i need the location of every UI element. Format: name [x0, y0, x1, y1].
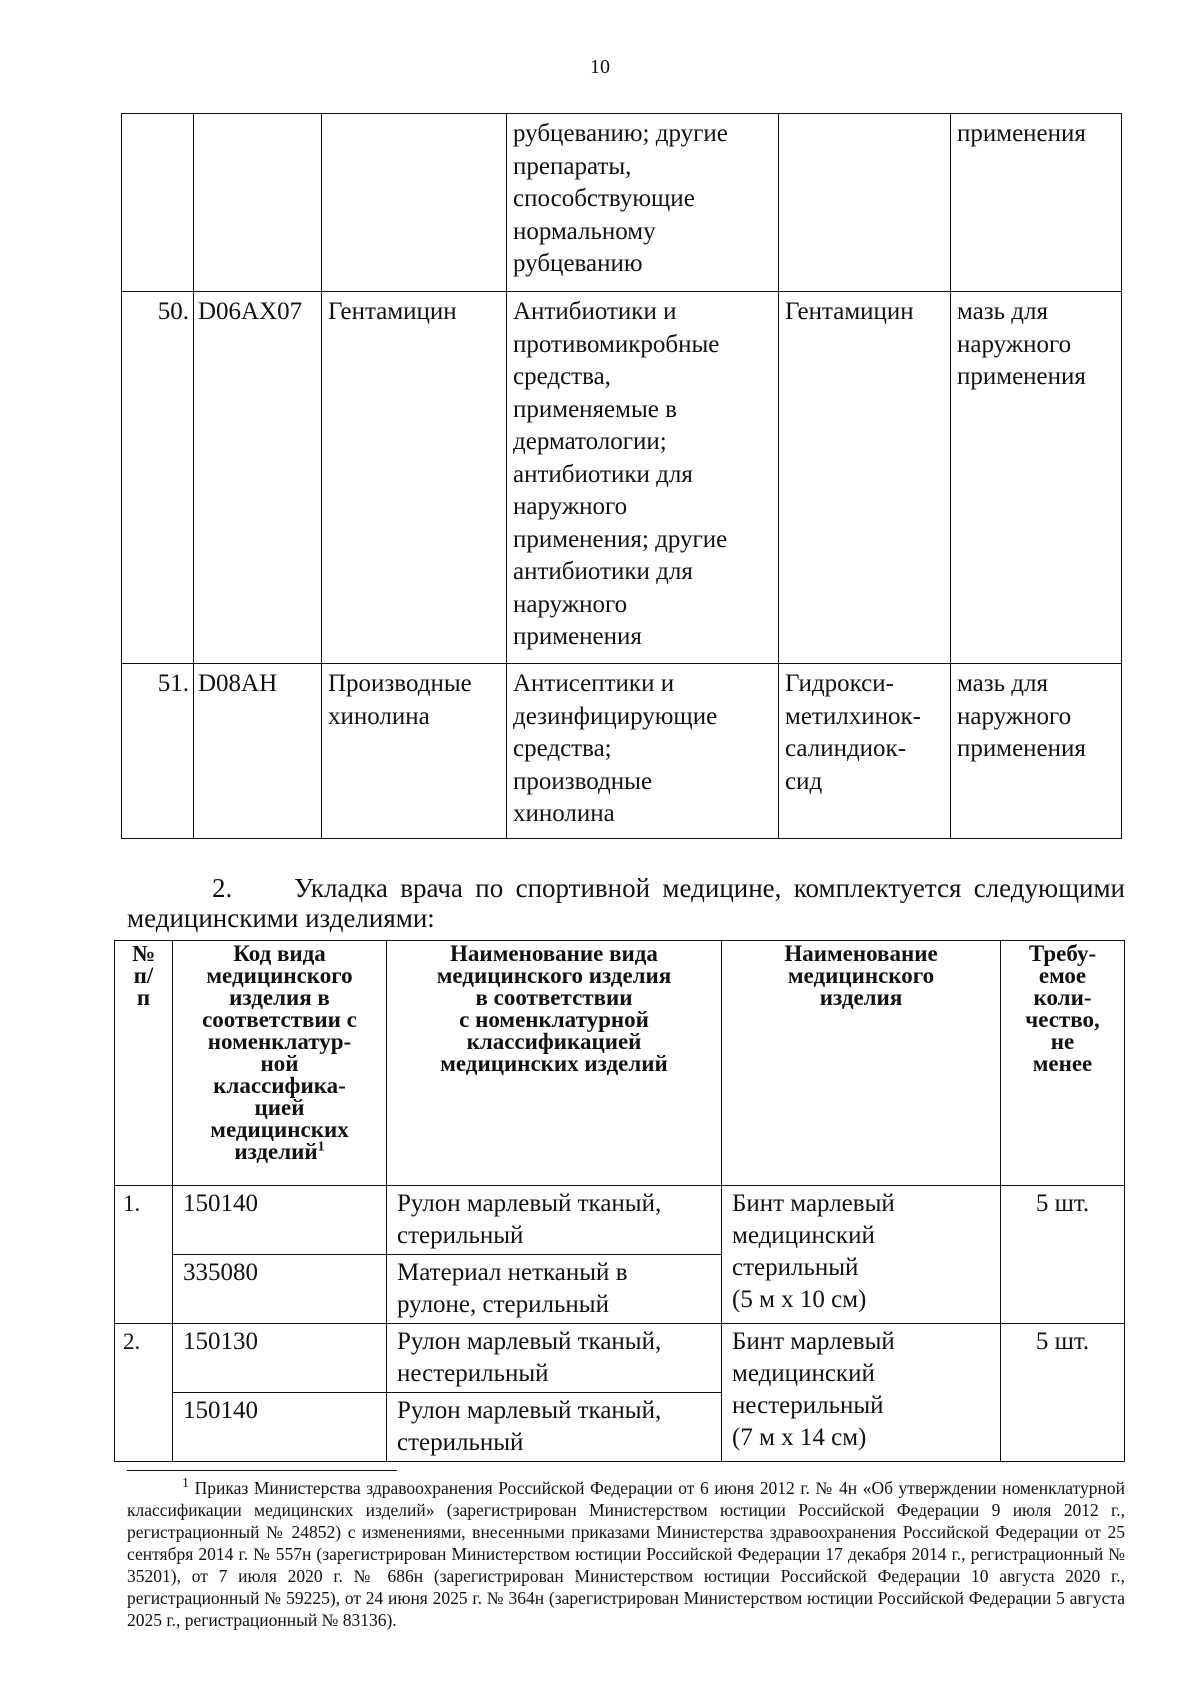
table-row [122, 664, 1122, 839]
table-row [122, 114, 1122, 292]
product-name-cell: Бинт марлевый медицинский нестерильный (7 м х 14 см) [722, 1324, 1001, 1462]
header-device-type-name: Наименование вида медицинского изделия в соответствии с номенклатурной классификацией медицинских изделий [387, 941, 722, 1186]
row-number-cell: 50. [122, 292, 194, 664]
atc-code-cell: D08AH [194, 664, 322, 839]
row-number-cell: 2. [115, 1324, 173, 1462]
class-line: рубцеванию; другие [513, 120, 728, 147]
substance-line: Гидрокси- [785, 670, 894, 697]
group-line: хинолина [328, 702, 430, 730]
class-line: средства; [513, 735, 612, 762]
form-line: применения [957, 363, 1086, 390]
footnote-mark: 1 [317, 1139, 325, 1155]
medicines-table [121, 113, 1122, 839]
row-number-cell: 1. [115, 1186, 173, 1324]
header-number: № п/ п [115, 941, 173, 1186]
group-line: Производные [328, 670, 472, 697]
footnote-mark: 1 [182, 1476, 189, 1492]
form-line: наружного [957, 330, 1072, 358]
form-line: применения [957, 735, 1086, 762]
substance-line: салиндиок- [785, 735, 907, 762]
class-line: антибиотики для [513, 460, 693, 488]
form-line: мазь для [957, 670, 1048, 697]
form-line: мазь для [957, 298, 1048, 325]
form-line: наружного [957, 702, 1072, 730]
substance-line: метилхинок- [785, 702, 921, 730]
footnote-text: Приказ Министерства здравоохранения Российской Федерации от 6 июня 2012 г. № 4н «Об утверждении номенклатурной классификации медицинских изделий» (зарегистрирован Министерством юстиции Российской Федерации 9 июля 2012 г., регистрационный № 24852) с изменениями, внесенными приказами Министерства здравоохранения Российской Федерации от 25 сентября 2014 г. № 557н (зарегистрирован Министерством юстиции Российской Федерации 17 декабря 2014 г., регистрационный № 35201), от 7 июля 2020 г. № 686н (зарегистрирован Министерством юстиции Российской Федерации 10 августа 2020 г., регистрационный № 59225), от 24 июня 2025 г. № 364н (зарегистрирован Министерством юстиции Российской Федерации 5 августа 2025 г., регистрационный № 83136). [127, 1478, 1126, 1630]
quantity-cell: 5 шт. [1001, 1324, 1125, 1462]
substance-line: сид [785, 767, 823, 795]
table-header-row [115, 941, 1125, 1186]
device-code-cell: 150140 [173, 1186, 387, 1255]
class-line: рубцеванию [513, 250, 643, 277]
device-code-cell: 335080 [173, 1255, 387, 1324]
class-line: применяемые в [513, 395, 677, 423]
device-type-name-cell: Рулон марлевый тканый, стерильный [387, 1393, 722, 1462]
table-row [122, 292, 1122, 664]
footnote-divider [127, 1470, 397, 1471]
class-line: средства, [513, 363, 611, 390]
group-cell [322, 664, 507, 839]
device-type-name-cell: Материал нетканый в рулоне, стерильный [387, 1255, 722, 1324]
header-product-name: Наименование медицинского изделия [722, 941, 1001, 1186]
class-cell [507, 664, 779, 839]
class-cell [507, 292, 779, 664]
class-line: применения; другие [513, 525, 728, 553]
class-line: нормальному [513, 217, 656, 245]
device-type-name-cell: Рулон марлевый тканый, стерильный [387, 1186, 722, 1255]
atc-code-cell [194, 114, 322, 292]
class-line: применения [513, 623, 642, 650]
substance-cell [779, 292, 951, 664]
device-code-cell: 150130 [173, 1324, 387, 1393]
class-line: Антисептики и [513, 670, 675, 697]
class-line: наружного [513, 493, 628, 520]
class-cell [507, 114, 779, 292]
header-quantity: Требу- емое коли- чество, не менее [1001, 941, 1125, 1186]
device-type-name-cell: Рулон марлевый тканый, нестерильный [387, 1324, 722, 1393]
row-number-cell: 51. [122, 664, 194, 839]
section-text: Укладка врача по спортивной медицине, комплектуется следующими медицинскими изделиями: [127, 873, 1125, 933]
group-cell [322, 114, 507, 292]
class-line: антибиотики для [513, 558, 693, 585]
class-line: противомикробные [513, 330, 720, 358]
class-line: дезинфицирующие [513, 702, 718, 730]
substance-line: Гентамицин [785, 298, 914, 325]
form-cell [951, 664, 1122, 839]
header-device-code: Код вида медицинского изделия в соответствии с номенклатур- ной классифика- цией медицинских изделий$^1$ [173, 941, 387, 1186]
class-line: Антибиотики и [513, 298, 677, 325]
substance-cell [779, 664, 951, 839]
form-cell [951, 292, 1122, 664]
class-line: дерматологии; [513, 428, 667, 455]
product-name-cell: Бинт марлевый медицинский стерильный (5 м х 10 см) [722, 1186, 1001, 1324]
row-number-cell [122, 114, 194, 292]
form-line: применения [957, 120, 1086, 147]
section-2-paragraph [127, 873, 1125, 933]
quantity-cell: 5 шт. [1001, 1186, 1125, 1324]
substance-cell [779, 114, 951, 292]
section-number: 2. [212, 873, 233, 903]
class-line: способствующие [513, 185, 695, 212]
class-line: производные [513, 767, 653, 795]
device-code-cell: 150140 [173, 1393, 387, 1462]
class-line: хинолина [513, 800, 615, 827]
medical-devices-table [114, 940, 1125, 1462]
atc-code-cell: D06AX07 [194, 292, 322, 664]
form-cell [951, 114, 1122, 292]
footnote [127, 1477, 1125, 1631]
class-line: наружного [513, 590, 628, 618]
page-number: 10 [590, 56, 610, 78]
group-cell: Гентамицин [322, 292, 507, 664]
table-row [115, 1186, 1125, 1255]
table-row [115, 1324, 1125, 1393]
class-line: препараты, [513, 152, 632, 180]
